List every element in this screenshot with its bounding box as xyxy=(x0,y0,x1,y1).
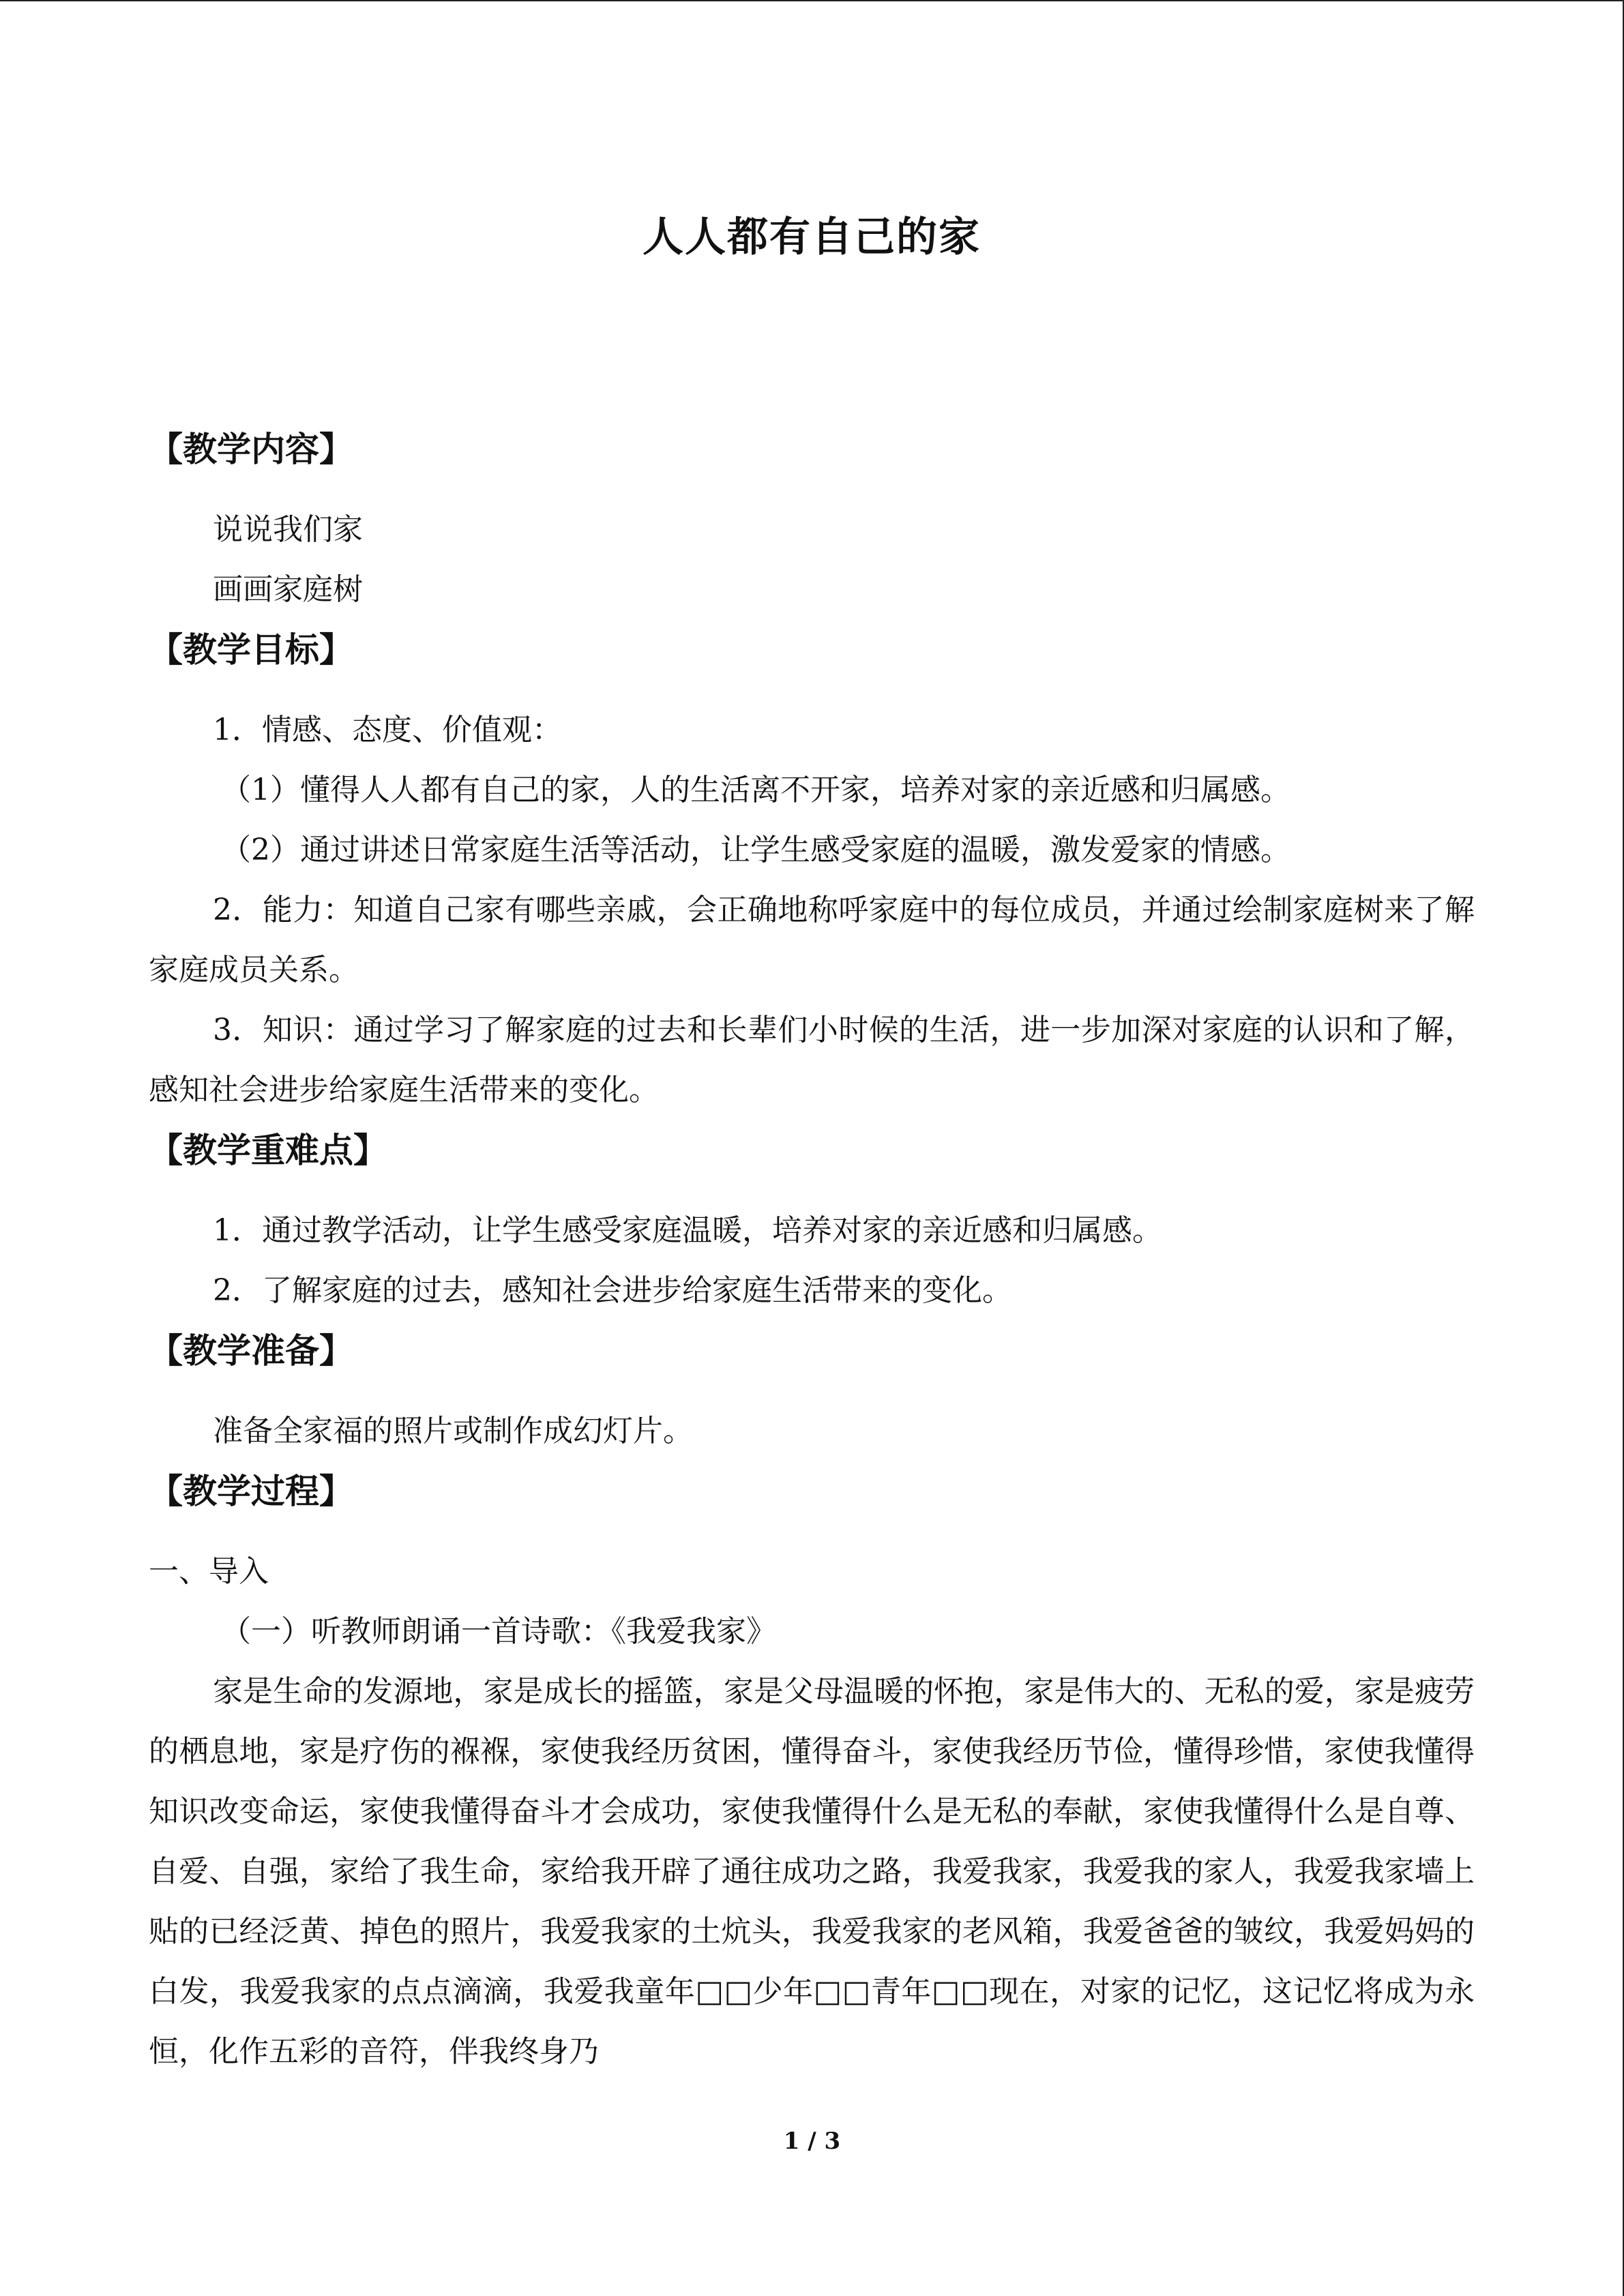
spacer xyxy=(149,1180,1475,1201)
spacer xyxy=(149,479,1475,500)
poem-text: 家是生命的发源地，家是成长的摇篮，家是父母温暖的怀抱，家是伟大的、无私的爱，家是疲劳的栖息地，家是疗伤的褓褓，家使我经历贫困，懂得奋斗，家使我经历节俭，懂得珍惜，家使我懂得知识改变命运，家使我懂得奋斗才会成功，家使我懂得什么是无私的奉献，家使我懂得什么是自尊、自爱、自强，家给了我生命，家给我开辟了通往成功之路，我爱我家，我爱我的家人，我爱我家墙上贴的已经泛黄、掉色的照片，我爱我家的土炕头，我爱我家的老风箱，我爱爸爸的皱纹，我爱妈妈的白发，我爱我家的点点滴滴，我爱我童年□□少年□□青年□□现在，对家的记忆，这记忆将成为永恒，化作五彩的音符，伴我终身乃 xyxy=(149,1674,1475,2069)
content-item-2: 画画家庭树 xyxy=(213,572,363,607)
heading-preparation: 【教学准备】 xyxy=(149,1330,353,1371)
heading-key-points: 【教学重难点】 xyxy=(149,1130,387,1170)
goal-item-2: 2．能力：知道自己家有哪些亲戚，会正确地称呼家庭中的每位成员，并通过绘制家庭树来了解家庭成员关系。 xyxy=(149,893,1475,987)
preparation-text: 准备全家福的照片或制作成幻灯片。 xyxy=(213,1414,693,1448)
spacer xyxy=(149,1521,1475,1542)
goal-item-1: 1．情感、态度、价值观： xyxy=(213,713,562,747)
spacer xyxy=(149,263,1475,419)
goal-sub-1: （1）懂得人人都有自己的家，人的生活离不开家，培养对家的亲近感和归属感。 xyxy=(221,773,1290,807)
page-number: 1 / 3 xyxy=(783,2128,841,2155)
heading-process: 【教学过程】 xyxy=(149,1471,353,1511)
heading-teaching-goals: 【教学目标】 xyxy=(149,629,353,670)
content-item-1: 说说我们家 xyxy=(213,512,363,547)
heading-teaching-content: 【教学内容】 xyxy=(149,429,353,469)
spacer xyxy=(149,680,1475,700)
process-part-1: 一、导入 xyxy=(149,1554,269,1589)
document-body xyxy=(149,205,1475,2082)
spacer xyxy=(149,1381,1475,1401)
goal-sub-2: （2）通过讲述日常家庭生活等活动，让学生感受家庭的温暖，激发爱家的情感。 xyxy=(221,833,1290,867)
key-point-2: 2．了解家庭的过去，感知社会进步给家庭生活带来的变化。 xyxy=(213,1273,1012,1308)
document-title: 人人都有自己的家 xyxy=(643,213,981,261)
key-point-1: 1．通过教学活动，让学生感受家庭温暖，培养对家的亲近感和归属感。 xyxy=(213,1213,1162,1248)
goal-item-3: 3．知识：通过学习了解家庭的过去和长辈们小时候的生活，进一步加深对家庭的认识和了解，感知社会进步给家庭生活带来的变化。 xyxy=(149,1013,1475,1107)
process-sub-1: （一）听教师朗诵一首诗歌：《我爱我家》 xyxy=(221,1614,776,1649)
